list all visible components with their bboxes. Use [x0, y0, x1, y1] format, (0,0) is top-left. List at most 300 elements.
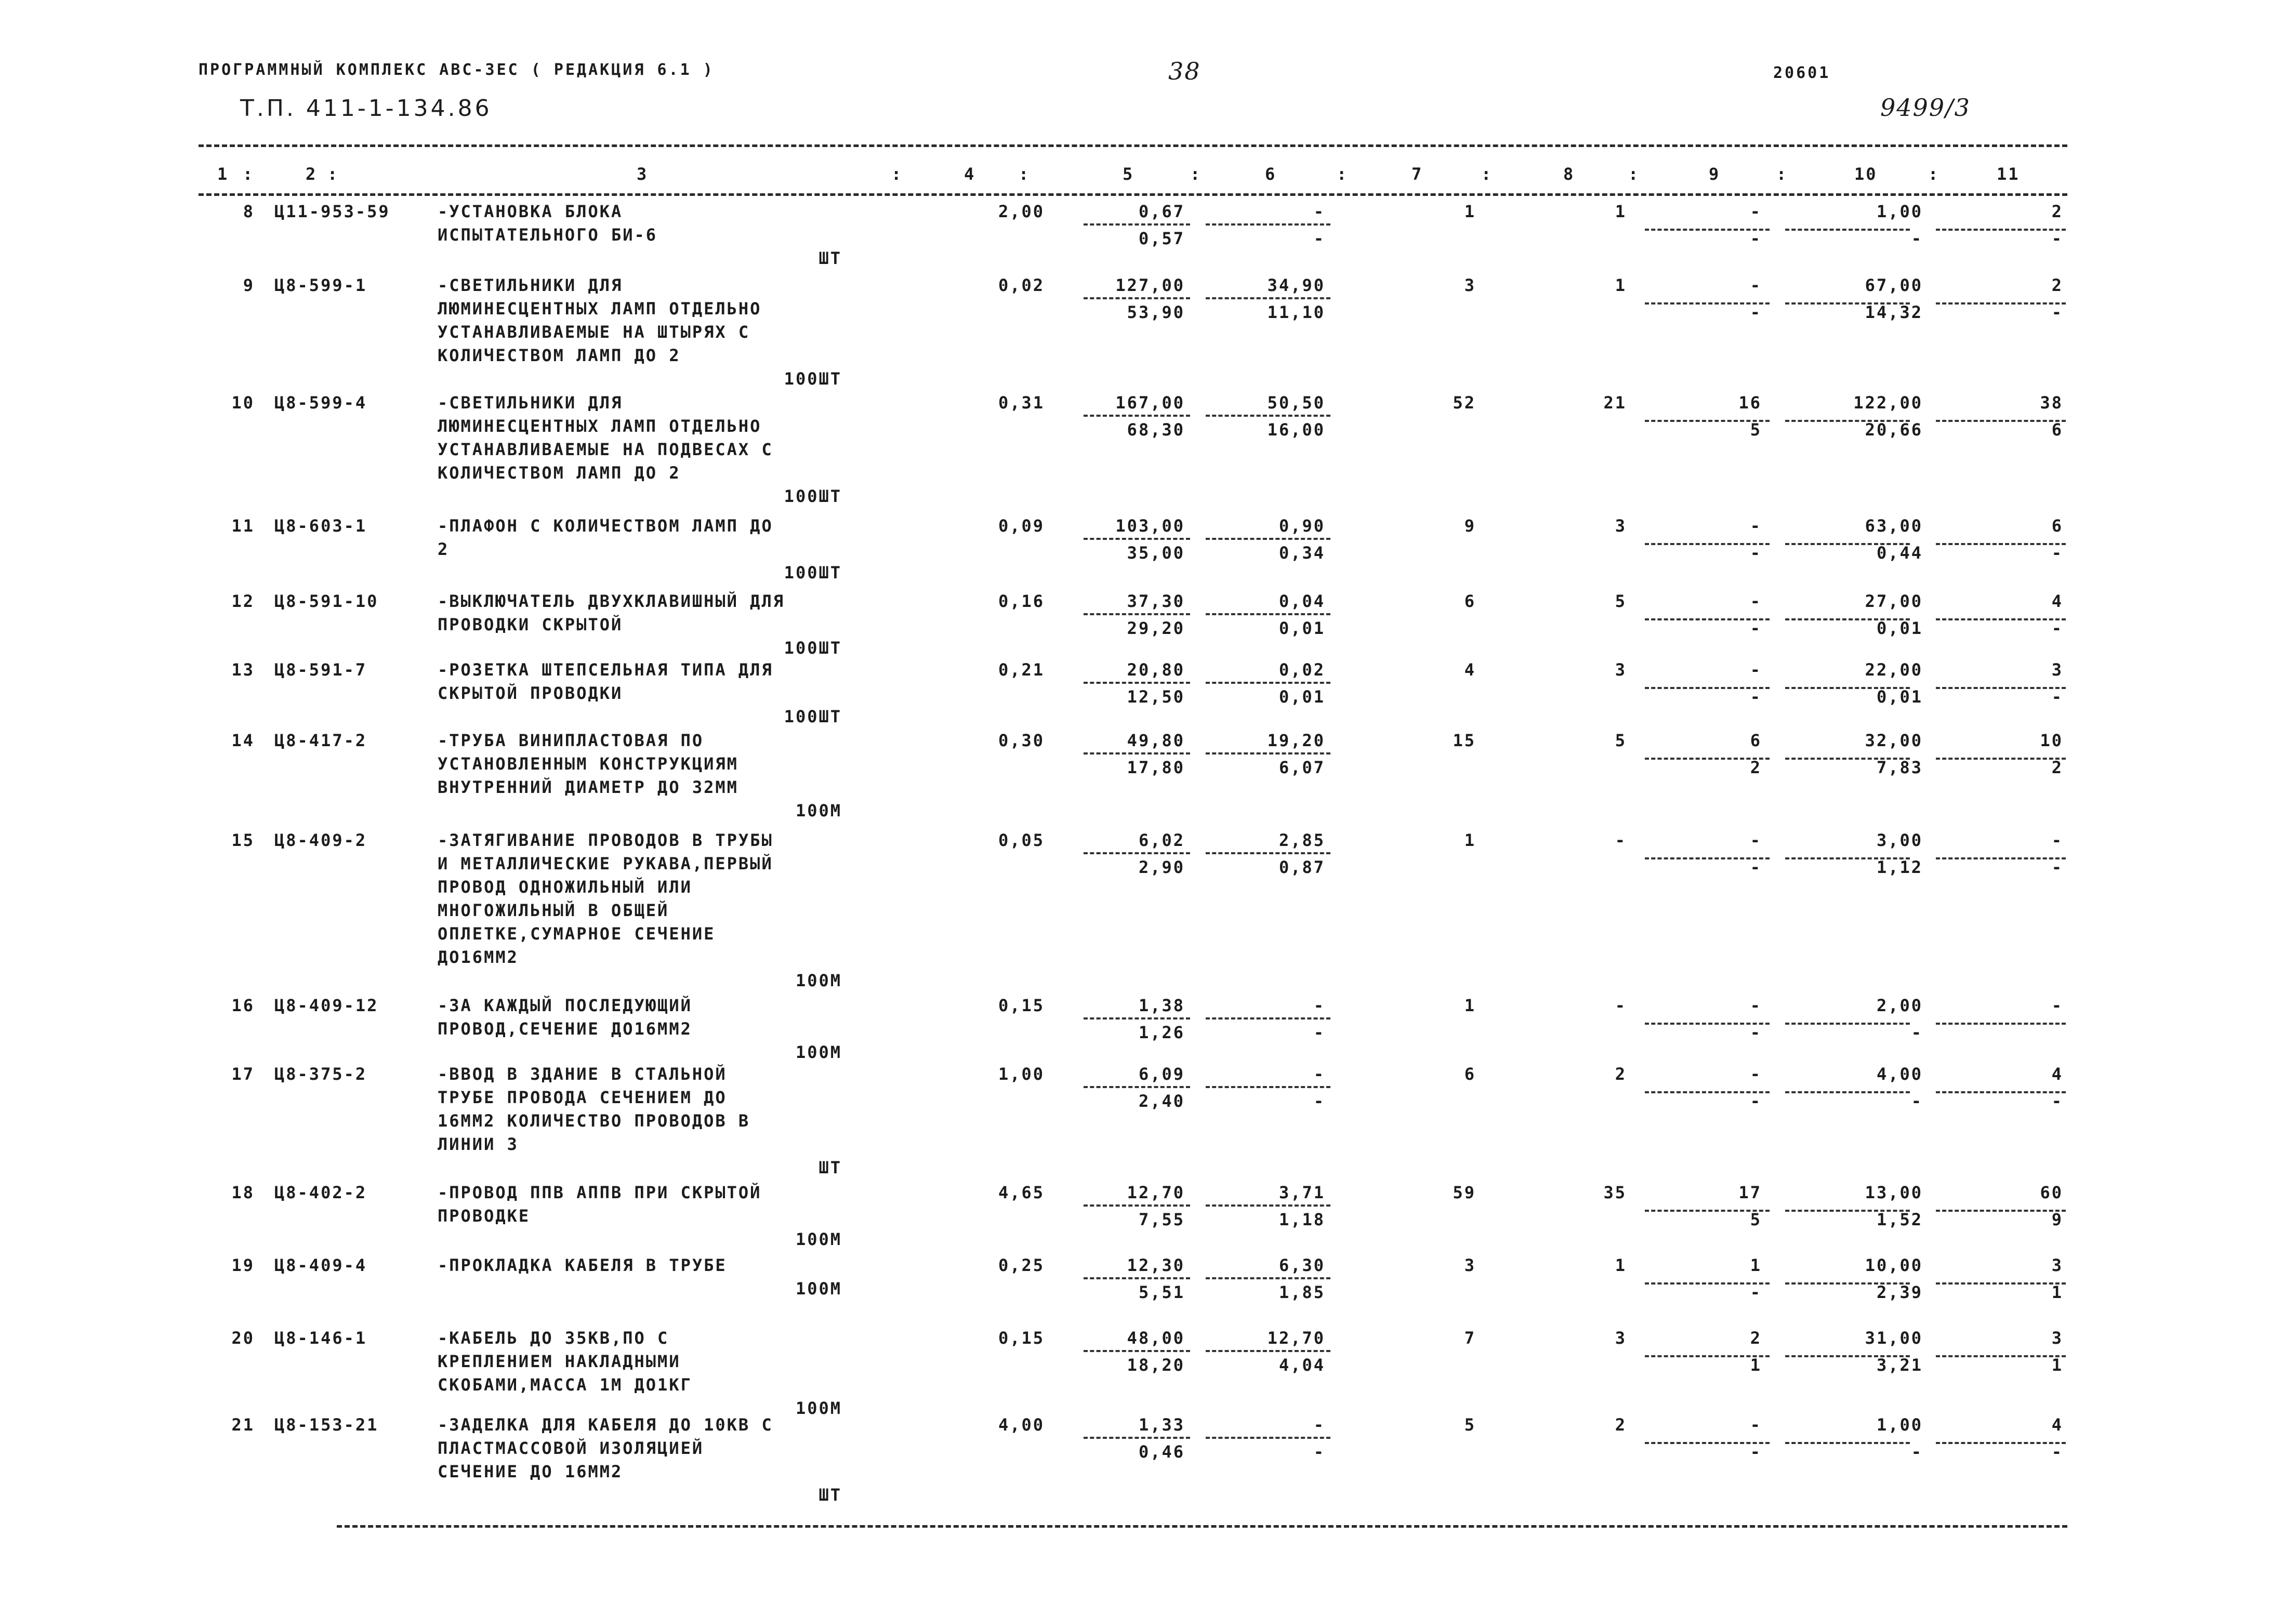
fraction-divider — [1206, 752, 1330, 754]
work-description: -ТРУБА ВИНИПЛАСТОВАЯ ПО — [438, 731, 704, 750]
work-description: КРЕПЛЕНИЕМ НАКЛАДНЫМИ — [438, 1352, 681, 1371]
total-cost-value: 1 — [1464, 830, 1476, 850]
machine-total-value: - — [1750, 996, 1762, 1015]
row-number: 10 — [231, 393, 255, 413]
total-wage-value: 3 — [1615, 516, 1627, 536]
unit-cost-value: 0,67 — [1138, 202, 1185, 221]
unit-cost-value: 1,33 — [1138, 1415, 1185, 1435]
machine-total-wage-value: - — [1750, 302, 1762, 322]
row-number: 17 — [231, 1064, 255, 1084]
unit-wage-value: 0,46 — [1138, 1442, 1185, 1462]
header-bottom-rule — [199, 193, 2067, 196]
unit-wage-value: 1,26 — [1138, 1023, 1185, 1042]
row-number: 11 — [231, 516, 255, 536]
work-description: УСТАНАВЛИВАЕМЫЕ НА ПОДВЕСАХ С — [438, 440, 773, 459]
work-description: ЛЮМИНЕСЦЕНТНЫХ ЛАМП ОТДЕЛЬНО — [438, 416, 762, 436]
machine-wage-value: 11,10 — [1267, 302, 1325, 322]
total-wage-value: - — [1615, 830, 1627, 850]
machine-wage-value: - — [1313, 1442, 1325, 1462]
quantity-value: 4,65 — [998, 1183, 1045, 1202]
labor-machinist-value: 0,44 — [1876, 543, 1923, 563]
unit-wage-value: 17,80 — [1127, 758, 1185, 777]
machine-total-wage-value: - — [1750, 1282, 1762, 1302]
machine-wage-value: 0,01 — [1278, 618, 1325, 638]
machine-cost-value: - — [1313, 1064, 1325, 1084]
labor-total-machinist-value: 9 — [2051, 1210, 2063, 1229]
labor-machinist-value: 1,52 — [1876, 1210, 1923, 1229]
labor-machinist-value: 20,66 — [1865, 420, 1923, 440]
fraction-divider — [1206, 1350, 1330, 1352]
unit-cost-value: 37,30 — [1127, 591, 1185, 611]
labor-total-machinist-value: - — [2051, 229, 2063, 248]
page-number: 38 — [1168, 57, 1201, 85]
column-header-2: 2 — [306, 164, 318, 184]
total-cost-value: 3 — [1464, 1255, 1476, 1275]
total-wage-value: 3 — [1615, 660, 1627, 680]
labor-cost-value: 67,00 — [1865, 275, 1923, 295]
unit-wage-value: 2,90 — [1138, 857, 1185, 877]
total-wage-value: - — [1615, 996, 1627, 1015]
machine-total-wage-value: - — [1750, 229, 1762, 248]
machine-cost-value: 0,04 — [1278, 591, 1325, 611]
unit-cost-value: 6,09 — [1138, 1064, 1185, 1084]
machine-wage-value: 6,07 — [1278, 758, 1325, 777]
total-cost-value: 6 — [1464, 591, 1476, 611]
total-cost-value: 1 — [1464, 996, 1476, 1015]
handwritten-inventory-number: 9499/3 — [1880, 94, 1971, 122]
unit-cost-value: 20,80 — [1127, 660, 1185, 680]
column-separator: : — [243, 164, 255, 184]
price-code: Ц8-599-4 — [274, 393, 367, 413]
labor-total-value: - — [2051, 996, 2063, 1015]
work-description: ВНУТРЕННИЙ ДИАМЕТР ДО 32ММ — [438, 777, 738, 797]
column-header-9: 9 — [1709, 164, 1721, 184]
labor-cost-value: 13,00 — [1865, 1183, 1923, 1202]
total-cost-value: 59 — [1453, 1183, 1476, 1202]
labor-machinist-value: - — [1911, 229, 1923, 248]
unit-of-measure: 100М — [795, 1229, 842, 1249]
labor-cost-value: 31,00 — [1865, 1328, 1923, 1348]
labor-cost-value: 122,00 — [1853, 393, 1923, 413]
unit-wage-value: 5,51 — [1138, 1282, 1185, 1302]
machine-wage-value: 16,00 — [1267, 420, 1325, 440]
column-separator: : — [1776, 164, 1788, 184]
total-cost-value: 9 — [1464, 516, 1476, 536]
machine-total-value: 6 — [1750, 731, 1762, 750]
total-cost-value: 6 — [1464, 1064, 1476, 1084]
labor-total-machinist-value: - — [2051, 543, 2063, 563]
machine-cost-value: 2,85 — [1278, 830, 1325, 850]
work-description: ПРОВОДКЕ — [438, 1206, 531, 1226]
row-number: 18 — [231, 1183, 255, 1202]
machine-total-wage-value: - — [1750, 857, 1762, 877]
labor-machinist-value: 14,32 — [1865, 302, 1923, 322]
work-description: ПРОВОД,СЕЧЕНИЕ ДО16ММ2 — [438, 1019, 692, 1039]
unit-of-measure: 100ШТ — [784, 707, 842, 726]
labor-total-value: 60 — [2040, 1183, 2063, 1202]
fraction-divider — [1206, 613, 1330, 615]
machine-cost-value: - — [1313, 996, 1325, 1015]
machine-cost-value: 50,50 — [1267, 393, 1325, 413]
unit-wage-value: 35,00 — [1127, 543, 1185, 563]
total-wage-value: 5 — [1615, 731, 1627, 750]
work-description: -СВЕТИЛЬНИКИ ДЛЯ — [438, 275, 623, 295]
price-code: Ц8-146-1 — [274, 1328, 367, 1348]
column-separator: : — [1928, 164, 1940, 184]
labor-total-value: 4 — [2051, 591, 2063, 611]
labor-cost-value: 1,00 — [1876, 202, 1923, 221]
labor-total-machinist-value: 1 — [2051, 1355, 2063, 1375]
total-wage-value: 1 — [1615, 275, 1627, 295]
unit-of-measure: 100ШТ — [784, 563, 842, 582]
machine-wage-value: 1,85 — [1278, 1282, 1325, 1302]
column-separator: : — [327, 164, 339, 184]
machine-total-value: - — [1750, 516, 1762, 536]
fraction-divider — [1206, 415, 1330, 417]
unit-of-measure: ШТ — [819, 248, 842, 268]
column-header-1: 1 — [217, 164, 229, 184]
row-number: 20 — [231, 1328, 255, 1348]
quantity-value: 0,02 — [998, 275, 1045, 295]
machine-wage-value: - — [1313, 229, 1325, 248]
fraction-divider — [1084, 682, 1190, 684]
work-description: -ЗА КАЖДЫЙ ПОСЛЕДУЮЩИЙ — [438, 996, 692, 1015]
labor-total-value: 3 — [2051, 1328, 2063, 1348]
labor-total-machinist-value: 1 — [2051, 1282, 2063, 1302]
price-code: Ц8-603-1 — [274, 516, 367, 536]
unit-of-measure: 100ШТ — [784, 486, 842, 506]
work-description: ПРОВОДКИ СКРЫТОЙ — [438, 615, 623, 634]
unit-wage-value: 29,20 — [1127, 618, 1185, 638]
work-description: СЕЧЕНИЕ ДО 16ММ2 — [438, 1462, 623, 1481]
unit-cost-value: 167,00 — [1115, 393, 1185, 413]
unit-of-measure: 100М — [795, 1398, 842, 1418]
labor-total-machinist-value: - — [2051, 302, 2063, 322]
row-number: 21 — [231, 1415, 255, 1435]
machine-cost-value: 19,20 — [1267, 731, 1325, 750]
work-description: МНОГОЖИЛЬНЫЙ В ОБЩЕЙ — [438, 901, 669, 920]
total-cost-value: 52 — [1453, 393, 1476, 413]
quantity-value: 4,00 — [998, 1415, 1045, 1435]
machine-wage-value: 0,01 — [1278, 687, 1325, 707]
work-description: -ЗАДЕЛКА ДЛЯ КАБЕЛЯ ДО 10КВ С — [438, 1415, 773, 1435]
machine-total-value: - — [1750, 660, 1762, 680]
unit-of-measure: 100М — [795, 801, 842, 820]
machine-total-wage-value: - — [1750, 618, 1762, 638]
machine-cost-value: - — [1313, 202, 1325, 221]
machine-wage-value: 1,18 — [1278, 1210, 1325, 1229]
column-header-3: 3 — [637, 164, 649, 184]
work-description: 2 — [438, 539, 450, 559]
machine-total-wage-value: - — [1750, 1091, 1762, 1111]
price-code: Ц8-375-2 — [274, 1064, 367, 1084]
fraction-divider — [1206, 1437, 1330, 1439]
total-wage-value: 5 — [1615, 591, 1627, 611]
fraction-divider — [1084, 852, 1190, 854]
work-description: ДО16ММ2 — [438, 947, 519, 967]
machine-total-value: 1 — [1750, 1255, 1762, 1275]
fraction-divider — [1084, 1277, 1190, 1279]
work-description: -КАБЕЛЬ ДО 35КВ,ПО С — [438, 1328, 669, 1348]
unit-of-measure: 100ШТ — [784, 369, 842, 389]
column-header-5: 5 — [1123, 164, 1134, 184]
work-description: СКОБАМИ,МАССА 1М ДО1КГ — [438, 1375, 692, 1395]
fraction-divider — [1206, 1204, 1330, 1207]
machine-cost-value: 3,71 — [1278, 1183, 1325, 1202]
quantity-value: 1,00 — [998, 1064, 1045, 1084]
labor-total-machinist-value: 2 — [2051, 758, 2063, 777]
quantity-value: 0,05 — [998, 830, 1045, 850]
unit-wage-value: 0,57 — [1138, 229, 1185, 248]
column-header-10: 10 — [1854, 164, 1878, 184]
price-code: Ц8-599-1 — [274, 275, 367, 295]
unit-wage-value: 53,90 — [1127, 302, 1185, 322]
work-description: -ВЫКЛЮЧАТЕЛЬ ДВУХКЛАВИШНЫЙ ДЛЯ — [438, 591, 785, 611]
fraction-divider — [1084, 1086, 1190, 1088]
fraction-divider — [1084, 538, 1190, 540]
labor-cost-value: 10,00 — [1865, 1255, 1923, 1275]
machine-cost-value: 0,90 — [1278, 516, 1325, 536]
fraction-divider — [1084, 1204, 1190, 1207]
fraction-divider — [1084, 415, 1190, 417]
machine-cost-value: - — [1313, 1415, 1325, 1435]
quantity-value: 0,16 — [998, 591, 1045, 611]
price-code: Ц8-409-4 — [274, 1255, 367, 1275]
machine-total-wage-value: - — [1750, 543, 1762, 563]
labor-cost-value: 1,00 — [1876, 1415, 1923, 1435]
labor-total-value: 4 — [2051, 1415, 2063, 1435]
machine-total-value: - — [1750, 202, 1762, 221]
unit-cost-value: 6,02 — [1138, 830, 1185, 850]
fraction-divider — [1936, 1023, 2066, 1025]
unit-cost-value: 1,38 — [1138, 996, 1185, 1015]
fraction-divider — [1084, 297, 1190, 299]
work-description: УСТАНАВЛИВАЕМЫЕ НА ШТЫРЯХ С — [438, 322, 750, 342]
fraction-divider — [1084, 223, 1190, 226]
work-description: КОЛИЧЕСТВОМ ЛАМП ДО 2 — [438, 463, 681, 483]
machine-cost-value: 0,02 — [1278, 660, 1325, 680]
labor-cost-value: 2,00 — [1876, 996, 1923, 1015]
fraction-divider — [1084, 613, 1190, 615]
quantity-value: 2,00 — [998, 202, 1045, 221]
fraction-divider — [1206, 538, 1330, 540]
total-cost-value: 4 — [1464, 660, 1476, 680]
work-description: 16ММ2 КОЛИЧЕСТВО ПРОВОДОВ В — [438, 1111, 750, 1131]
work-description: ЛЮМИНЕСЦЕНТНЫХ ЛАМП ОТДЕЛЬНО — [438, 299, 762, 319]
total-cost-value: 7 — [1464, 1328, 1476, 1348]
unit-of-measure: 100М — [795, 1042, 842, 1062]
work-description: -РОЗЕТКА ШТЕПСЕЛЬНАЯ ТИПА ДЛЯ — [438, 660, 773, 680]
column-separator: : — [1628, 164, 1640, 184]
total-wage-value: 2 — [1615, 1415, 1627, 1435]
work-description: УСТАНОВЛЕННЫМ КОНСТРУКЦИЯМ — [438, 754, 738, 774]
labor-cost-value: 4,00 — [1876, 1064, 1923, 1084]
price-code: Ц11-953-59 — [274, 202, 390, 221]
row-number: 12 — [231, 591, 255, 611]
machine-total-value: 17 — [1738, 1183, 1762, 1202]
quantity-value: 0,25 — [998, 1255, 1045, 1275]
price-code: Ц8-409-2 — [274, 830, 367, 850]
quantity-value: 0,09 — [998, 516, 1045, 536]
fraction-divider — [1206, 1017, 1330, 1020]
program-title: ПРОГРАММНЫЙ КОМПЛЕКС АВС-ЗЕС ( РЕДАКЦИЯ 6.1 ) — [199, 61, 715, 79]
fraction-divider — [1206, 852, 1330, 854]
price-code: Ц8-591-7 — [274, 660, 367, 680]
work-description: ПЛАСТМАССОВОЙ ИЗОЛЯЦИЕЙ — [438, 1438, 704, 1458]
unit-wage-value: 18,20 — [1127, 1355, 1185, 1375]
machine-total-value: 16 — [1738, 393, 1762, 413]
total-cost-value: 1 — [1464, 202, 1476, 221]
total-wage-value: 1 — [1615, 202, 1627, 221]
column-header-4: 4 — [964, 164, 976, 184]
unit-cost-value: 49,80 — [1127, 731, 1185, 750]
machine-cost-value: 12,70 — [1267, 1328, 1325, 1348]
total-wage-value: 2 — [1615, 1064, 1627, 1084]
project-designation: Т.П. 411-1-134.86 — [240, 95, 492, 122]
table-end-rule — [337, 1525, 2067, 1528]
column-header-6: 6 — [1265, 164, 1277, 184]
price-code: Ц8-153-21 — [274, 1415, 379, 1435]
machine-total-value: - — [1750, 275, 1762, 295]
unit-cost-value: 12,70 — [1127, 1183, 1185, 1202]
labor-machinist-value: 7,83 — [1876, 758, 1923, 777]
machine-wage-value: - — [1313, 1023, 1325, 1042]
labor-machinist-value: 0,01 — [1876, 687, 1923, 707]
labor-total-value: 3 — [2051, 660, 2063, 680]
document-code: 20601 — [1773, 64, 1831, 82]
machine-total-value: - — [1750, 830, 1762, 850]
labor-total-value: 2 — [2051, 275, 2063, 295]
labor-total-value: 38 — [2040, 393, 2063, 413]
fraction-divider — [1206, 1277, 1330, 1279]
unit-wage-value: 7,55 — [1138, 1210, 1185, 1229]
machine-total-wage-value: 2 — [1750, 758, 1762, 777]
machine-total-value: - — [1750, 591, 1762, 611]
work-description: КОЛИЧЕСТВОМ ЛАМП ДО 2 — [438, 346, 681, 365]
labor-machinist-value: - — [1911, 1442, 1923, 1462]
work-description: ИСПЫТАТЕЛЬНОГО БИ-6 — [438, 225, 658, 245]
work-description: -СВЕТИЛЬНИКИ ДЛЯ — [438, 393, 623, 413]
column-separator: : — [891, 164, 903, 184]
work-description: -ПЛАФОН С КОЛИЧЕСТВОМ ЛАМП ДО — [438, 516, 773, 536]
labor-machinist-value: - — [1911, 1091, 1923, 1111]
labor-machinist-value: 0,01 — [1876, 618, 1923, 638]
quantity-value: 0,31 — [998, 393, 1045, 413]
unit-of-measure: 100М — [795, 971, 842, 990]
labor-total-value: 4 — [2051, 1064, 2063, 1084]
quantity-value: 0,30 — [998, 731, 1045, 750]
fraction-divider — [1206, 682, 1330, 684]
labor-total-machinist-value: - — [2051, 618, 2063, 638]
labor-total-value: 6 — [2051, 516, 2063, 536]
fraction-divider — [1084, 1017, 1190, 1020]
row-number: 9 — [243, 275, 255, 295]
unit-of-measure: 100ШТ — [784, 638, 842, 658]
labor-total-machinist-value: - — [2051, 687, 2063, 707]
work-description: ТРУБЕ ПРОВОДА СЕЧЕНИЕМ ДО — [438, 1088, 727, 1107]
labor-machinist-value: - — [1911, 1023, 1923, 1042]
unit-cost-value: 103,00 — [1115, 516, 1185, 536]
row-number: 19 — [231, 1255, 255, 1275]
unit-cost-value: 48,00 — [1127, 1328, 1185, 1348]
row-number: 13 — [231, 660, 255, 680]
unit-wage-value: 2,40 — [1138, 1091, 1185, 1111]
fraction-divider — [1206, 297, 1330, 299]
labor-cost-value: 22,00 — [1865, 660, 1923, 680]
quantity-value: 0,15 — [998, 1328, 1045, 1348]
work-description: -ВВОД В ЗДАНИЕ В СТАЛЬНОЙ — [438, 1064, 727, 1084]
machine-cost-value: 6,30 — [1278, 1255, 1325, 1275]
labor-total-value: 2 — [2051, 202, 2063, 221]
unit-cost-value: 12,30 — [1127, 1255, 1185, 1275]
total-cost-value: 15 — [1453, 731, 1476, 750]
machine-wage-value: 4,04 — [1278, 1355, 1325, 1375]
total-wage-value: 3 — [1615, 1328, 1627, 1348]
column-separator: : — [1190, 164, 1202, 184]
labor-cost-value: 27,00 — [1865, 591, 1923, 611]
price-code: Ц8-591-10 — [274, 591, 379, 611]
machine-total-value: 2 — [1750, 1328, 1762, 1348]
machine-total-wage-value: 5 — [1750, 1210, 1762, 1229]
work-description: -УСТАНОВКА БЛОКА — [438, 202, 623, 221]
unit-of-measure: 100М — [795, 1279, 842, 1299]
total-wage-value: 1 — [1615, 1255, 1627, 1275]
unit-wage-value: 68,30 — [1127, 420, 1185, 440]
column-header-8: 8 — [1563, 164, 1575, 184]
fraction-divider — [1206, 1086, 1330, 1088]
quantity-value: 0,15 — [998, 996, 1045, 1015]
machine-wage-value: 0,87 — [1278, 857, 1325, 877]
column-separator: : — [1337, 164, 1349, 184]
work-description: -ЗАТЯГИВАНИЕ ПРОВОДОВ В ТРУБЫ — [438, 830, 773, 850]
column-separator: : — [1019, 164, 1031, 184]
machine-total-wage-value: 5 — [1750, 420, 1762, 440]
labor-total-machinist-value: 6 — [2051, 420, 2063, 440]
fraction-divider — [1084, 1437, 1190, 1439]
labor-cost-value: 3,00 — [1876, 830, 1923, 850]
total-cost-value: 5 — [1464, 1415, 1476, 1435]
fraction-divider — [1084, 1350, 1190, 1352]
labor-total-value: 10 — [2040, 731, 2063, 750]
labor-total-value: - — [2051, 830, 2063, 850]
unit-of-measure: ШТ — [819, 1158, 842, 1177]
machine-total-value: - — [1750, 1415, 1762, 1435]
fraction-divider — [1084, 752, 1190, 754]
labor-machinist-value: 1,12 — [1876, 857, 1923, 877]
row-number: 14 — [231, 731, 255, 750]
row-number: 15 — [231, 830, 255, 850]
unit-of-measure: ШТ — [819, 1485, 842, 1505]
labor-total-value: 3 — [2051, 1255, 2063, 1275]
column-header-7: 7 — [1411, 164, 1423, 184]
quantity-value: 0,21 — [998, 660, 1045, 680]
price-code: Ц8-409-12 — [274, 996, 379, 1015]
unit-wage-value: 12,50 — [1127, 687, 1185, 707]
labor-cost-value: 32,00 — [1865, 731, 1923, 750]
labor-machinist-value: 3,21 — [1876, 1355, 1923, 1375]
machine-cost-value: 34,90 — [1267, 275, 1325, 295]
total-wage-value: 35 — [1603, 1183, 1627, 1202]
machine-total-wage-value: 1 — [1750, 1355, 1762, 1375]
row-number: 16 — [231, 996, 255, 1015]
work-description: ПРОВОД ОДНОЖИЛЬНЫЙ ИЛИ — [438, 877, 692, 897]
unit-cost-value: 127,00 — [1115, 275, 1185, 295]
labor-total-machinist-value: - — [2051, 857, 2063, 877]
work-description: -ПРОКЛАДКА КАБЕЛЯ В ТРУБЕ — [438, 1255, 727, 1275]
price-code: Ц8-417-2 — [274, 731, 367, 750]
total-cost-value: 3 — [1464, 275, 1476, 295]
machine-wage-value: 0,34 — [1278, 543, 1325, 563]
